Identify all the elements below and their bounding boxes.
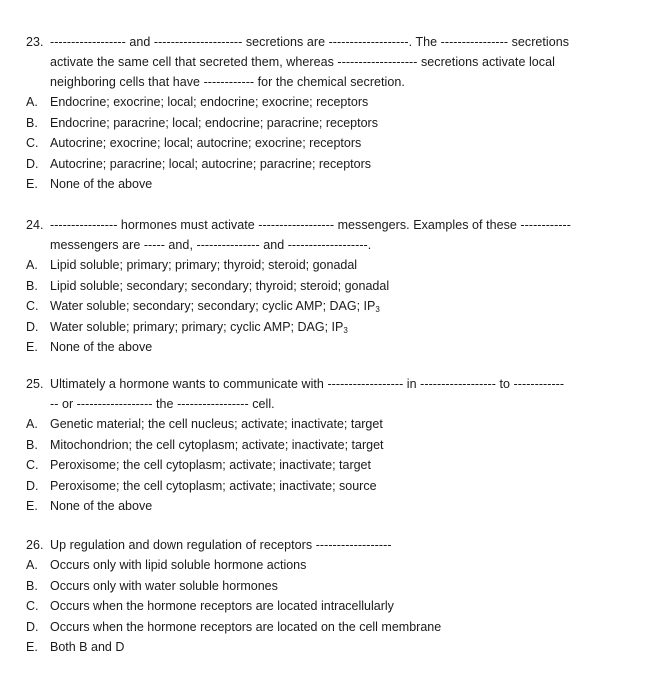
answer-option[interactable]	[26, 617, 626, 638]
question-23	[26, 32, 626, 195]
option-text: Peroxisome; the cell cytoplasm; activate; inactivate; target	[50, 458, 371, 472]
option-text: Both B and D	[50, 640, 125, 654]
option-text: Water soluble; secondary; secondary; cyclic AMP; DAG; IP	[50, 299, 376, 313]
option-text: None of the above	[50, 499, 153, 513]
option-letter: A.	[26, 95, 38, 109]
option-letter: A.	[26, 258, 38, 272]
option-letter: E.	[26, 499, 38, 513]
question-number: 24.	[26, 218, 44, 232]
option-text: Occurs when the hormone receptors are located intracellularly	[50, 599, 394, 613]
answer-option[interactable]	[26, 154, 626, 175]
option-subscript: 3	[343, 325, 348, 335]
answer-option[interactable]	[26, 317, 626, 338]
question-number: 25.	[26, 377, 44, 391]
option-text: Water soluble; primary; primary; cyclic AMP; DAG; IP	[50, 319, 344, 334]
option-text: Autocrine; paracrine; local; autocrine; paracrine; receptors	[50, 156, 371, 171]
question-24	[26, 215, 626, 358]
option-text: Endocrine; exocrine; local; endocrine; exocrine; receptors	[50, 95, 369, 109]
option-letter: D.	[26, 156, 39, 171]
answer-option[interactable]	[26, 113, 626, 134]
answer-option[interactable]	[26, 496, 626, 517]
question-stem-text: ---------------- hormones must activate ------------------ messengers. Examples of these ------------	[50, 218, 571, 232]
option-letter: A.	[26, 417, 38, 431]
option-letter: D.	[26, 619, 39, 634]
question-stem-text: neighboring cells that have ------------ for the chemical secretion.	[50, 75, 405, 89]
question-stem-line	[26, 535, 626, 555]
option-text: Occurs only with lipid soluble hormone actions	[50, 558, 307, 572]
option-text: Endocrine; paracrine; local; endocrine; paracrine; receptors	[50, 115, 378, 130]
question-stem-text: messengers are ----- and, --------------- and -------------------.	[50, 238, 372, 252]
answer-option[interactable]	[26, 435, 626, 456]
option-letter: C.	[26, 458, 39, 472]
option-text: Lipid soluble; primary; primary; thyroid; steroid; gonadal	[50, 258, 358, 272]
answer-option[interactable]	[26, 174, 626, 195]
option-text: None of the above	[50, 340, 153, 354]
answer-option[interactable]	[26, 337, 626, 358]
option-letter: D.	[26, 319, 39, 334]
question-stem-text: Ultimately a hormone wants to communicate with ------------------ in ------------------ to ------------	[50, 377, 565, 391]
answer-option[interactable]	[26, 637, 626, 658]
option-letter: E.	[26, 640, 38, 654]
answer-option[interactable]	[26, 476, 626, 497]
answer-option[interactable]	[26, 255, 626, 276]
question-stem-line	[26, 374, 626, 394]
answer-option[interactable]	[26, 133, 626, 154]
option-letter: C.	[26, 299, 39, 313]
option-letter: E.	[26, 340, 38, 354]
answer-option[interactable]	[26, 576, 626, 597]
option-letter: A.	[26, 558, 38, 572]
option-subscript: 3	[375, 305, 380, 314]
answer-option[interactable]	[26, 455, 626, 476]
option-letter: D.	[26, 478, 39, 493]
answer-option[interactable]	[26, 92, 626, 113]
answer-option[interactable]	[26, 296, 626, 317]
question-26	[26, 535, 626, 658]
option-text: Occurs when the hormone receptors are located on the cell membrane	[50, 619, 442, 634]
question-number: 23.	[26, 35, 44, 49]
option-text: Autocrine; exocrine; local; autocrine; exocrine; receptors	[50, 136, 362, 150]
option-letter: E.	[26, 177, 38, 191]
option-text: None of the above	[50, 177, 153, 191]
answer-option[interactable]	[26, 596, 626, 617]
answer-option[interactable]	[26, 555, 626, 576]
question-stem-line	[26, 215, 626, 235]
answer-option[interactable]	[26, 276, 626, 297]
option-text: Peroxisome; the cell cytoplasm; activate; inactivate; source	[50, 478, 377, 493]
option-text: Genetic material; the cell nucleus; activate; inactivate; target	[50, 417, 383, 431]
option-letter: C.	[26, 136, 39, 150]
option-letter: B.	[26, 115, 38, 130]
question-number: 26.	[26, 538, 44, 552]
question-stem-line	[26, 32, 626, 52]
option-text: Occurs only with water soluble hormones	[50, 578, 278, 593]
question-stem-text: -- or ------------------ the ----------------- cell.	[50, 397, 275, 411]
question-stem-text: ------------------ and --------------------- secretions are -------------------. The ---------------- secretions	[50, 35, 570, 49]
question-stem-text: activate the same cell that secreted them, whereas ------------------- secretions activate local	[50, 55, 555, 69]
option-letter: B.	[26, 278, 38, 293]
question-stem-text: Up regulation and down regulation of receptors ------------------	[50, 538, 392, 552]
option-letter: C.	[26, 599, 39, 613]
option-letter: B.	[26, 437, 38, 452]
question-25	[26, 374, 626, 517]
option-letter: B.	[26, 578, 38, 593]
option-text: Lipid soluble; secondary; secondary; thyroid; steroid; gonadal	[50, 278, 390, 293]
answer-option[interactable]	[26, 414, 626, 435]
option-text: Mitochondrion; the cell cytoplasm; activate; inactivate; target	[50, 437, 384, 452]
